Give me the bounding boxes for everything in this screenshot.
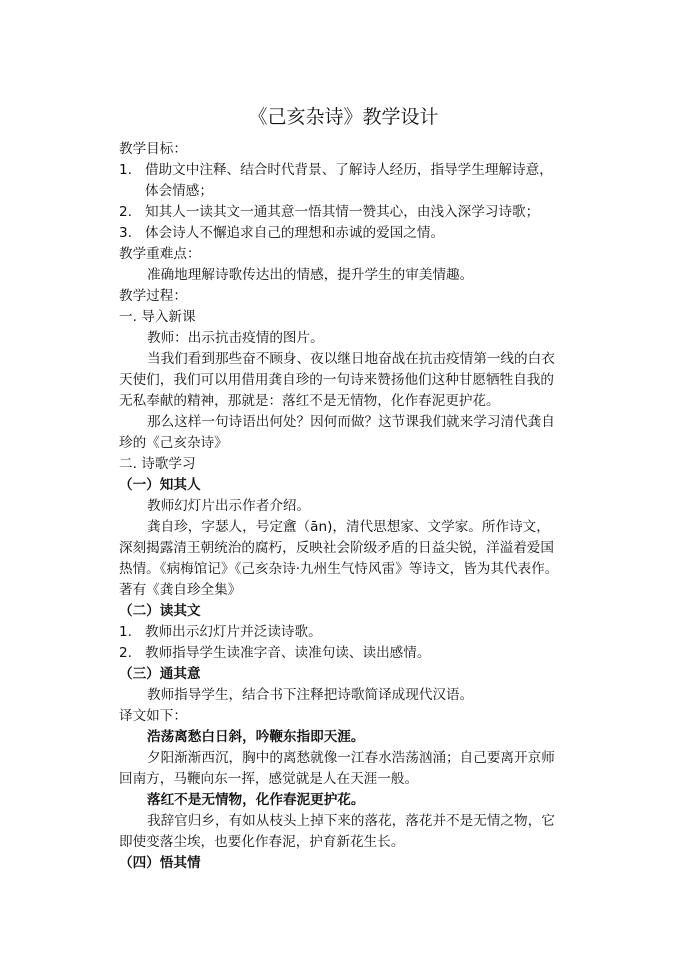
verse-1: 浩荡离愁白日斜，吟鞭东指即天涯。: [147, 729, 365, 745]
translation-label: 译文如下：: [119, 708, 187, 724]
verse-1-translation-line: 夕阳渐渐西沉，胸中的离愁就像一江春水浩荡汹涌；自己要离开京师: [147, 750, 555, 766]
process-heading: 教学过程：: [119, 288, 187, 304]
section-1-heading: 一. 导入新课: [119, 309, 196, 325]
question-paragraph-line: 珍的《己亥杂诗》: [119, 435, 228, 451]
goals-heading: 教学目标：: [119, 141, 187, 157]
section-2-heading: 二. 诗歌学习: [119, 456, 196, 472]
teacher-line: 教师：出示抗击疫情的图片。: [147, 330, 324, 346]
goal-1-text: 借助文中注释、结合时代背景、了解诗人经历，指导学生理解诗意，: [145, 162, 553, 178]
author-bio-line: 著有《龚自珍全集》: [119, 582, 242, 598]
verse-2: 落红不是无情物，化作春泥更护花。: [147, 792, 365, 808]
goal-1-text-cont: 体会情感；: [145, 183, 213, 199]
intro-paragraph-line: 当我们看到那些奋不顾身、夜以继日地奋战在抗击疫情第一线的白衣: [147, 351, 555, 367]
subsection-1-heading: （一）知其人: [119, 477, 201, 493]
subsection-4-heading: （四）悟其情: [119, 855, 201, 871]
reading-item-2-text: 教师指导学生读准字音、读准句读、读出感情。: [145, 645, 431, 661]
intro-paragraph-line: 无私奉献的精神，那就是：落红不是无情物，化作春泥更护花。: [119, 393, 500, 409]
intro-paragraph-line: 天使们，我们可以用借用龚自珍的一句诗来赞扬他们这种甘愿牺牲自我的: [119, 372, 554, 388]
question-paragraph-line: 那么这样一句诗语出何处？因何而做？这节课我们就来学习清代龚自: [147, 414, 555, 430]
goal-1-number: 1.: [119, 162, 132, 178]
reading-item-1-text: 教师出示幻灯片并泛读诗歌。: [145, 624, 322, 640]
goal-2-number: 2.: [119, 204, 132, 220]
author-bio-line: 热情。《病梅馆记》《己亥杂诗·九州生气恃风雷》等诗文，皆为其代表作。: [119, 561, 559, 577]
subsection-1-intro: 教师幻灯片出示作者介绍。: [147, 498, 311, 514]
goal-2-text: 知其人一读其文一通其意一悟其情一赞其心，由浅入深学习诗歌；: [145, 204, 540, 220]
verse-2-translation-line: 我辞官归乡，有如从枝头上掉下来的落花，落花并不是无情之物，它: [147, 813, 555, 829]
subsection-3-intro: 教师指导学生，结合书下注释把诗歌简译成现代汉语。: [147, 687, 474, 703]
reading-item-2-number: 2.: [119, 645, 132, 661]
author-bio-line: 深刻揭露清王朝统治的腐朽，反映社会阶级矛盾的日益尖锐，洋溢着爱国: [119, 540, 554, 556]
key-points-text: 准确地理解诗歌传达出的情感，提升学生的审美情趣。: [147, 267, 474, 283]
goal-3-text: 体会诗人不懈追求自己的理想和赤诚的爱国之情。: [145, 225, 445, 241]
verse-1-translation-line: 回南方，马鞭向东一挥，感觉就是人在天涯一般。: [119, 771, 419, 787]
reading-item-1-number: 1.: [119, 624, 132, 640]
subsection-3-heading: （三）通其意: [119, 666, 201, 682]
key-points-heading: 教学重难点：: [119, 246, 201, 262]
verse-2-translation-line: 即使变落尘埃，也要化作春泥，护育新花生长。: [119, 834, 405, 850]
goal-3-number: 3.: [119, 225, 132, 241]
subsection-2-heading: （二）读其文: [119, 603, 201, 619]
page-title: 《己亥杂诗》教学设计: [248, 106, 439, 128]
author-bio-line: 龚自珍，字瑟人，号定盦（ān)，清代思想家、文学家。所作诗文，: [147, 519, 550, 535]
